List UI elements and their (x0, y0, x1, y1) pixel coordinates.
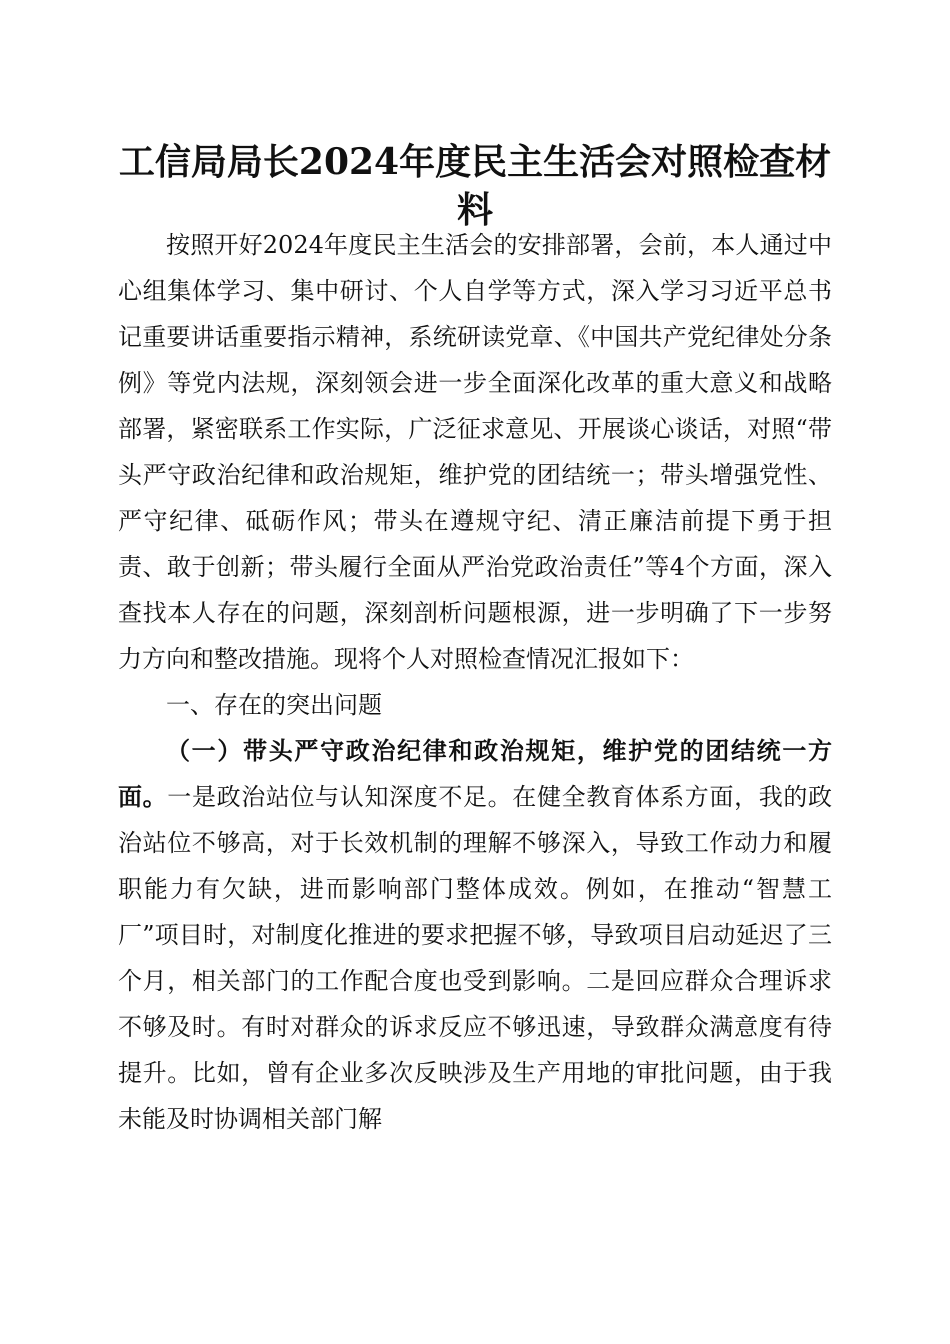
intro-paragraph: 按照开好2024年度民主生活会的安排部署，会前，本人通过中心组集体学习、集中研讨、个人自学等方式，深入学习习近平总书记重要讲话重要指示精神，系统研读党章、《中国共产党纪律处分条例》等党内法规，深刻领会进一步全面深化改革的重大意义和战略部署，紧密联系工作实际，广泛征求意见、开展谈心谈话，对照“带头严守政治纪律和政治规矩，维护党的团结统一；带头增强党性、严守纪律、砥砺作风；带头在遵规守纪、清正廉洁前提下勇于担责、敢于创新；带头履行全面从严治党政治责任”等4个方面，深入查找本人存在的问题，深刻剖析问题根源，进一步明确了下一步努力方向和整改措施。现将个人对照检查情况汇报如下： (118, 231, 832, 673)
document-body (118, 222, 832, 1142)
subsection-body: 一是政治站位与认知深度不足。在健全教育体系方面，我的政治站位不够高，对于长效机制的理解不够深入，导致工作动力和履职能力有欠缺，进而影响部门整体成效。例如，在推动“智慧工厂”项目时，对制度化推进的要求把握不够，导致项目启动延迟了三个月，相关部门的工作配合度也受到影响。二是回应群众合理诉求不够及时。有时对群众的诉求反应不够迅速，导致群众满意度有待提升。比如，曾有企业多次反映涉及生产用地的审批问题，由于我未能及时协调相关部门解 (118, 783, 833, 1133)
document-title: 工信局局长2024年度民主生活会对照检查材料 (118, 141, 832, 231)
subsection-paragraph (118, 728, 832, 1142)
subsection-heading: （一）带头严守政治纪律和政治规矩，维护党的团结统一方面。 (118, 736, 832, 811)
section-heading: 一、存在的突出问题 (166, 691, 382, 719)
